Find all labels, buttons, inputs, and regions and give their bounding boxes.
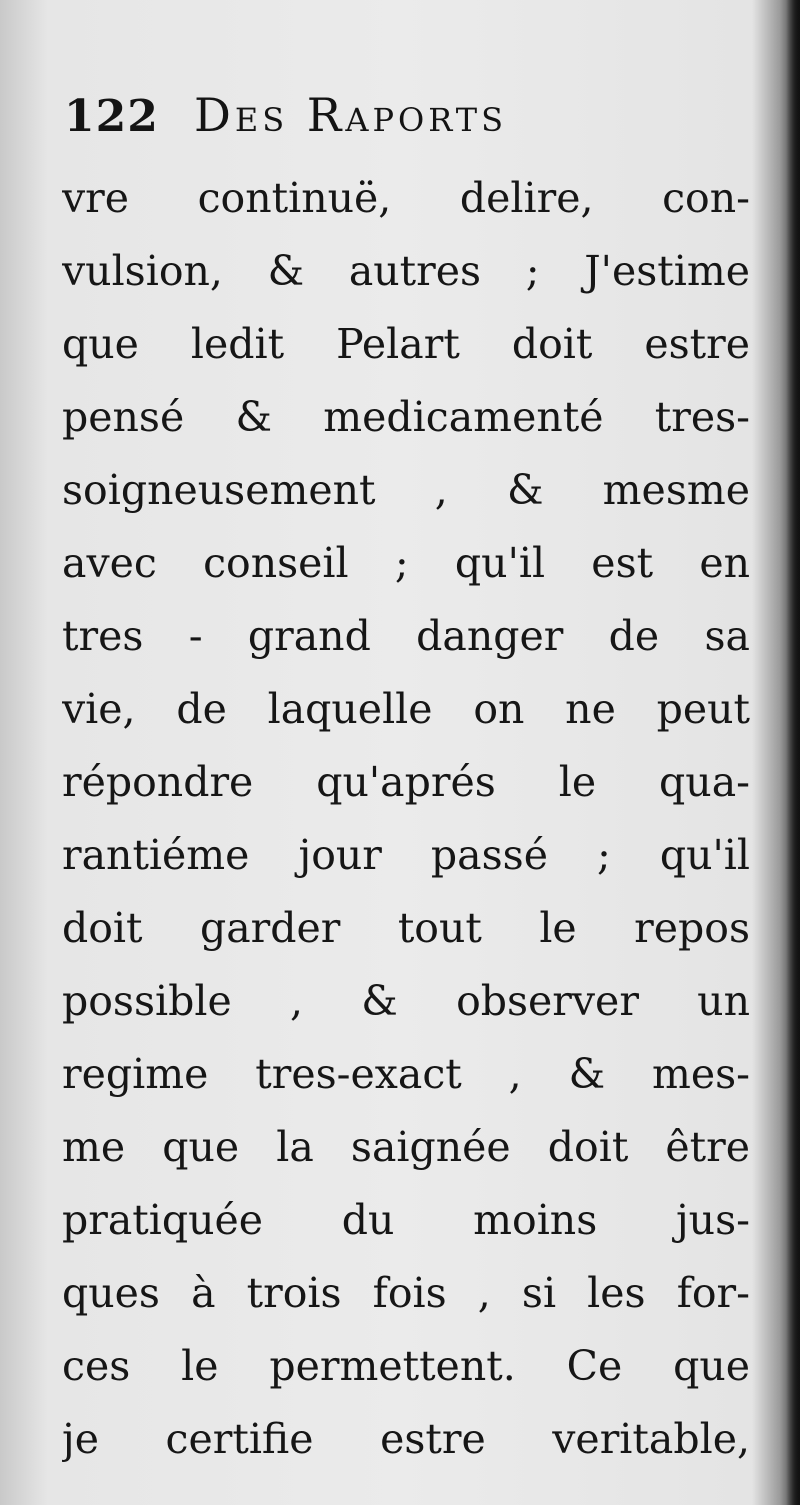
- text-line: avec conseil ; qu'il est en: [62, 539, 750, 587]
- text-line: rantiéme jour passé ; qu'il: [62, 831, 750, 879]
- text-line: que ledit Pelart doit estre: [62, 320, 750, 368]
- text-line: me que la saignée doit être: [62, 1123, 750, 1171]
- text-line: pensé & medicamenté tres-: [62, 393, 750, 441]
- running-title: Des Raports: [193, 88, 508, 142]
- text-line: vulsion, & autres ; J'estime: [62, 247, 750, 295]
- page-edge-shadow: [786, 0, 800, 1505]
- text-line: vre continuë, delire, con-: [62, 174, 750, 222]
- body-text: [62, 162, 750, 1476]
- page-number: 122: [64, 91, 159, 142]
- text-line: je certifie estre veritable,: [62, 1415, 750, 1463]
- text-line: vie, de laquelle on ne peut: [62, 685, 750, 733]
- text-line: regime tres-exact , & mes-: [62, 1050, 750, 1098]
- text-line: soigneusement , & mesme: [62, 466, 750, 514]
- text-line: répondre qu'aprés le qua-: [62, 758, 750, 806]
- text-line: doit garder tout le repos: [62, 904, 750, 952]
- running-head: [64, 88, 704, 158]
- text-line: ques à trois fois , si les for-: [62, 1269, 750, 1317]
- text-line: pratiquée du moins jus-: [62, 1196, 750, 1244]
- text-line: ces le permettent. Ce que: [62, 1342, 750, 1390]
- text-line: possible , & observer un: [62, 977, 750, 1025]
- text-line: tres - grand danger de sa: [62, 612, 750, 660]
